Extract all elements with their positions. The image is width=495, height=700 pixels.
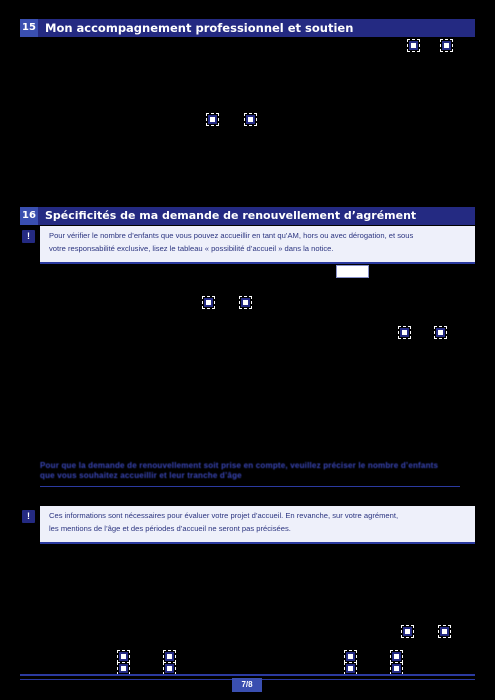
info-box-privacy — [40, 506, 475, 544]
info-box-1-line-2: votre responsabilité exclusive, lisez le tableau « possibilité d’accueil » dans la notice. — [49, 244, 334, 253]
checkbox-oui-4[interactable] — [400, 328, 409, 337]
checkbox-grid-b1[interactable] — [119, 664, 128, 673]
section-16-title: Spécificités de ma demande de renouvellement d’agrément — [45, 209, 417, 222]
field-tab[interactable] — [336, 265, 369, 278]
warning-icon: ! — [22, 230, 35, 243]
info-box-2-line-1: Ces informations sont nécessaires pour évaluer votre projet d’accueil. En revanche, sur votre agrément, — [49, 511, 399, 520]
checkbox-oui-3[interactable] — [204, 298, 213, 307]
checkbox-grid-a2[interactable] — [165, 652, 174, 661]
blurred-heading-line-1: Pour que la demande de renouvellement soit prise en compte, veuillez préciser le nombre d’enfants — [40, 461, 439, 470]
checkbox-oui-2[interactable] — [208, 115, 217, 124]
checkbox-grid-a3[interactable] — [346, 652, 355, 661]
section-16-header — [20, 207, 475, 225]
checkbox-non-4[interactable] — [436, 328, 445, 337]
checkbox-grid-b3[interactable] — [346, 664, 355, 673]
section-15-title: Mon accompagnement professionnel et soutien — [45, 21, 354, 35]
checkbox-oui-1[interactable] — [409, 41, 418, 50]
checkbox-grid-b4[interactable] — [392, 664, 401, 673]
heading-underline — [40, 486, 460, 487]
info-box-1-line-1: Pour vérifier le nombre d’enfants que vous pouvez accueillir en tant qu’AM, hors ou avec dérogation, et sous — [49, 231, 414, 240]
checkbox-non-1[interactable] — [442, 41, 451, 50]
blurred-heading — [40, 461, 460, 489]
blurred-heading-line-2: que vous souhaitez accueillir et leur tranche d’âge — [40, 471, 242, 480]
footer-rule — [20, 674, 475, 676]
info-box-2-line-2: les mentions de l’âge et des périodes d’accueil ne seront pas précisées. — [49, 524, 291, 533]
checkbox-non-5[interactable] — [440, 627, 449, 636]
warning-icon: ! — [22, 510, 35, 523]
checkbox-oui-5[interactable] — [403, 627, 412, 636]
checkbox-grid-b2[interactable] — [165, 664, 174, 673]
page-number: 7/8 — [232, 678, 262, 692]
section-15-header — [20, 19, 475, 37]
checkbox-grid-a1[interactable] — [119, 652, 128, 661]
checkbox-non-3[interactable] — [241, 298, 250, 307]
section-16-number: 16 — [20, 207, 38, 225]
info-box-capacity — [40, 226, 475, 264]
checkbox-non-2[interactable] — [246, 115, 255, 124]
section-15-number: 15 — [20, 19, 38, 37]
checkbox-grid-a4[interactable] — [392, 652, 401, 661]
